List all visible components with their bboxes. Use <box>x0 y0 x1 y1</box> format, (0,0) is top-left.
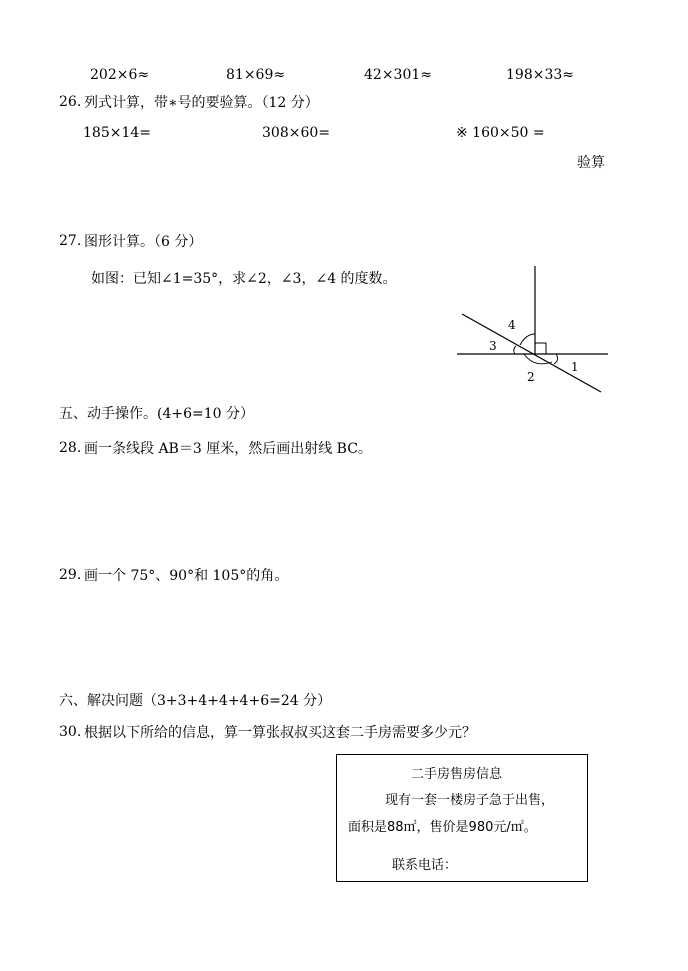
estimate-3: 42×301≈ <box>364 67 432 83</box>
estimate-1: 202×6≈ <box>90 67 150 83</box>
notice-line-1: 现有一套一楼房子急于出售， <box>385 793 555 808</box>
angle-1-arc <box>554 354 558 364</box>
section-5-title: 五、动手操作。(4+6=10 分） <box>59 406 255 422</box>
q26-text: 列式计算，带∗号的要验算。（12 分） <box>84 95 319 111</box>
q26-item-1: 185×14= <box>83 125 151 141</box>
q30-text: 根据以下所给的信息，算一算张叔叔买这套二手房需要多少元？ <box>84 725 476 741</box>
angle-label-2: 2 <box>527 370 535 384</box>
angle-label-4: 4 <box>508 318 516 332</box>
estimate-4: 198×33≈ <box>506 67 574 83</box>
q27-text: 图形计算。（6 分） <box>84 234 203 250</box>
angle-label-1: 1 <box>571 360 579 374</box>
q29-text: 画一个 75°、90°和 105°的角。 <box>84 568 289 584</box>
angle-4-arc <box>520 334 535 345</box>
q26-item-3: ※ 160×50 = <box>456 125 545 141</box>
q26-item-2: 308×60= <box>262 125 330 141</box>
q28-text: 画一条线段 AB＝3 厘米，然后画出射线 BC。 <box>84 441 372 457</box>
right-angle-mark <box>535 343 546 354</box>
notice-title: 二手房售房信息 <box>411 767 503 782</box>
q30-number: 30. <box>59 724 82 740</box>
q26-check-label: 验算 <box>577 155 605 171</box>
notice-contact: 联系电话： <box>392 858 458 873</box>
angle-label-3: 3 <box>489 339 497 353</box>
house-sale-notice <box>336 754 588 882</box>
q27-description: 如图：已知∠1=35°，求∠2，∠3，∠4 的度数。 <box>91 271 397 287</box>
notice-line-2: 面积是88㎡，售价是980元/㎡。 <box>348 820 537 835</box>
q29-number: 29. <box>59 567 82 583</box>
angle-3-arc <box>514 346 516 354</box>
angle-figure <box>450 262 620 398</box>
estimate-2: 81×69≈ <box>226 67 286 83</box>
q26-number: 26. <box>59 94 82 110</box>
q27-number: 27. <box>59 233 82 249</box>
section-6-title: 六、解决问题（3+3+4+4+4+6=24 分） <box>59 693 332 709</box>
q28-number: 28. <box>59 440 82 456</box>
